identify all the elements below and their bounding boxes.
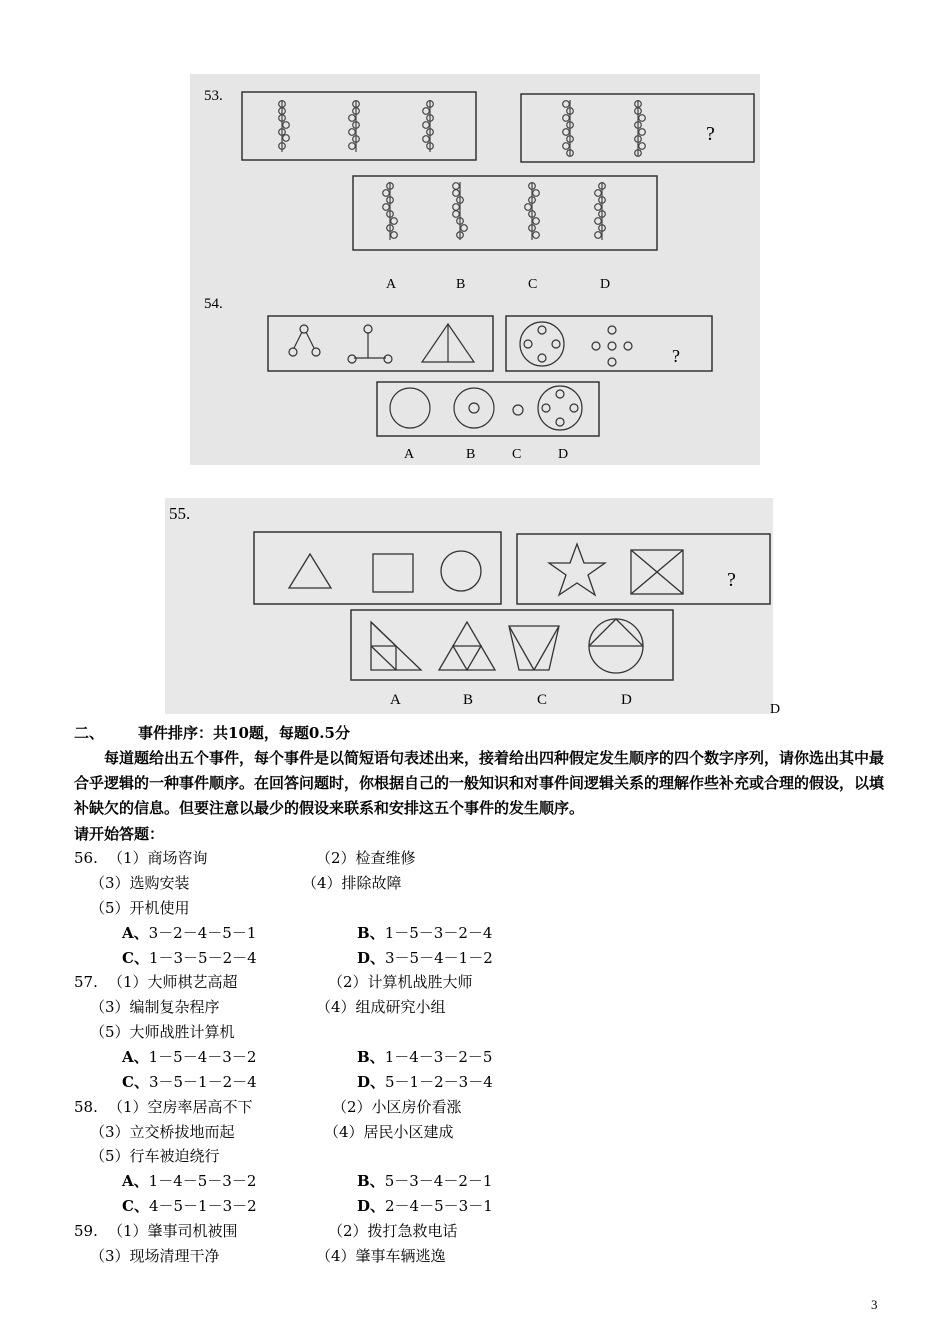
q55-answer: D: [770, 702, 781, 717]
section2-heading-number: 二、: [74, 724, 105, 742]
q53-option-c: C: [528, 277, 538, 292]
q55-option-c: C: [537, 692, 548, 708]
q53-option-a: A: [386, 277, 397, 292]
q58-option-d: D、2－4－5－3－1: [357, 1197, 493, 1215]
q56-option-d: D、3－5－4－1－2: [357, 949, 493, 967]
q59-event-2: （2）拨打急救电话: [328, 1222, 458, 1240]
figure-q55-svg: [165, 498, 773, 714]
q57-event-4: （4）组成研究小组: [316, 998, 446, 1016]
q57-event-1: （1）大师棋艺高超: [108, 973, 238, 991]
q58-event-4: （4）居民小区建成: [324, 1123, 454, 1141]
q58-event-3: （3）立交桥拔地而起: [90, 1123, 235, 1141]
q57-number: 57.: [74, 973, 98, 991]
q56-option-b: B、1－5－3－2－4: [357, 924, 493, 942]
q55-option-d: D: [621, 692, 632, 708]
q54-question-mark: ?: [672, 346, 680, 366]
q58-event-2: （2）小区房价看涨: [332, 1098, 462, 1116]
q56-event-4: （4）排除故障: [302, 874, 402, 892]
q53-option-b: B: [456, 277, 466, 292]
q58-option-c: C、4－5－1－3－2: [122, 1197, 257, 1215]
q56-event-3: （3）选购安装: [90, 874, 190, 892]
q53-option-d: D: [600, 277, 611, 292]
q57-option-a: A、1－5－4－3－2: [122, 1048, 257, 1066]
figure-q53-q54: [190, 74, 760, 465]
q56-event-1: （1）商场咨询: [108, 849, 208, 867]
q54-option-b: B: [466, 447, 476, 462]
figure-q53-q54-svg: [190, 74, 760, 465]
q53-number: 53.: [204, 88, 223, 104]
section2-instructions: [74, 746, 884, 821]
q59-event-1: （1）肇事司机被围: [108, 1222, 238, 1240]
q54-number: 54.: [204, 296, 223, 312]
q58-event-1: （1）空房率居高不下: [108, 1098, 253, 1116]
q58-option-a: A、1－4－5－3－2: [122, 1172, 257, 1190]
q59-number: 59.: [74, 1222, 98, 1240]
section2-heading: 事件排序：共10题，每题0.5分: [138, 724, 350, 742]
q56-option-a: A、3－2－4－5－1: [122, 924, 257, 942]
q57-event-5: （5）大师战胜计算机: [90, 1023, 235, 1041]
q56-option-c: C、1－3－5－2－4: [122, 949, 257, 967]
figure-q55: [165, 498, 773, 714]
q54-option-a: A: [404, 447, 415, 462]
instructions-text: 每道题给出五个事件，每个事件是以简短语句表述出来，接着给出四种假定发生顺序的四个数字序列，请你选出其中最合乎逻辑的一种事件顺序。在回答问题时，你根据自己的一般知识和对事件间逻辑关系的理解作些补充或合理的假设，以填补缺欠的信息。但要注意以最少的假设来联系和安排这五个事件的发生顺序。: [74, 749, 885, 817]
start-prompt: 请开始答题：: [74, 825, 165, 843]
q54-option-d: D: [558, 447, 569, 462]
q55-question-mark: ?: [727, 569, 736, 591]
q56-number: 56.: [74, 849, 98, 867]
q57-event-3: （3）编制复杂程序: [90, 998, 220, 1016]
q58-option-b: B、5－3－4－2－1: [357, 1172, 493, 1190]
q58-number: 58.: [74, 1098, 98, 1116]
q59-event-4: （4）肇事车辆逃逸: [316, 1247, 446, 1265]
q56-event-2: （2）检查维修: [316, 849, 416, 867]
q59-event-3: （3）现场清理干净: [90, 1247, 220, 1265]
q55-number: 55.: [169, 504, 191, 523]
q57-option-b: B、1－4－3－2－5: [357, 1048, 493, 1066]
q57-option-c: C、3－5－1－2－4: [122, 1073, 257, 1091]
q55-option-b: B: [463, 692, 474, 708]
q56-event-5: （5）开机使用: [90, 899, 190, 917]
q57-option-d: D、5－1－2－3－4: [357, 1073, 493, 1091]
page-number: 3: [871, 1297, 878, 1312]
q54-option-c: C: [512, 447, 522, 462]
q57-event-2: （2）计算机战胜大师: [328, 973, 473, 991]
q55-option-a: A: [390, 692, 401, 708]
q53-question-mark: ?: [706, 123, 715, 145]
q58-event-5: （5）行车被迫绕行: [90, 1147, 220, 1165]
